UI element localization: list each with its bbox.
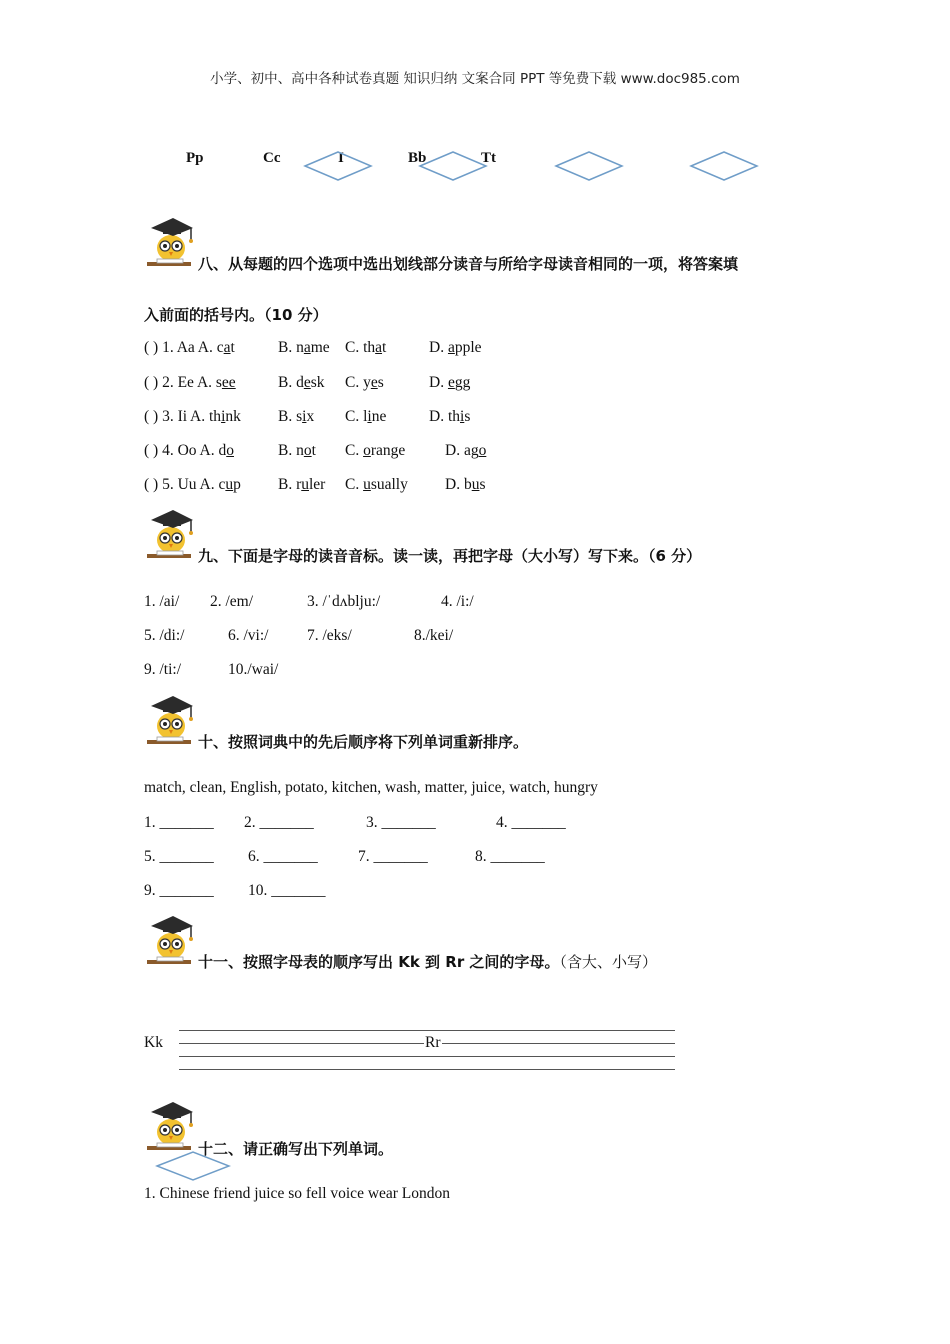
- answer-blank[interactable]: 9. _______: [144, 882, 214, 899]
- owl-mascot-icon: [143, 506, 195, 562]
- answer-blank[interactable]: 8. _______: [475, 848, 545, 865]
- question-row: ( ) 3. Ii A. think: [144, 408, 241, 425]
- option-b[interactable]: B. ruler: [278, 476, 326, 493]
- answer-blank[interactable]: 10. _______: [248, 882, 326, 899]
- answer-blank[interactable]: 5. _______: [144, 848, 214, 865]
- phonetic-item: 9. /ti:/: [144, 661, 182, 678]
- option-d[interactable]: D. bus: [445, 476, 486, 493]
- owl-mascot-icon: [143, 912, 195, 968]
- phonetic-item: 3. /ˈdʌblju:/: [307, 593, 381, 610]
- writing-line[interactable]: [179, 1056, 675, 1057]
- option-b[interactable]: B. not: [278, 442, 316, 459]
- phonetic-item: 8./kei/: [414, 627, 454, 644]
- option-b[interactable]: B. desk: [278, 374, 325, 391]
- option-c[interactable]: C. orange: [345, 442, 406, 459]
- answer-blank[interactable]: 7. _______: [358, 848, 428, 865]
- option-b[interactable]: B. six: [278, 408, 315, 425]
- option-d[interactable]: D. apple: [429, 339, 482, 356]
- phonetic-item: 5. /di:/: [144, 627, 185, 644]
- phonetic-item: 4. /i:/: [441, 593, 474, 610]
- owl-mascot-icon: [143, 214, 195, 270]
- word-list-12: 1. Chinese friend juice so fell voice wear London: [144, 1185, 451, 1202]
- option-c[interactable]: C. yes: [345, 374, 384, 391]
- section-9-title: 九、下面是字母的读音音标。读一读，再把字母（大小写）写下来。（6 分）: [198, 547, 702, 565]
- letter-bb: Bb: [408, 150, 427, 166]
- page-header: 小学、初中、高中各种试卷真题 知识归纳 文案合同 PPT 等免费下载 www.doc985.com: [210, 71, 740, 87]
- answer-blank[interactable]: 4. _______: [496, 814, 566, 831]
- option-c[interactable]: C. that: [345, 339, 387, 356]
- owl-mascot-icon: [143, 1098, 195, 1154]
- section-11-title: 十一、按照字母表的顺序写出 Kk 到 Rr 之间的字母。（含大、小写）: [198, 953, 657, 971]
- phonetic-item: 7. /eks/: [307, 627, 352, 644]
- start-letter: Kk: [144, 1034, 163, 1051]
- writing-line[interactable]: [179, 1030, 675, 1031]
- section-10-title: 十、按照词典中的先后顺序将下列单词重新排序。: [198, 733, 529, 751]
- blank-diamond-5[interactable]: [155, 1150, 231, 1182]
- answer-blank[interactable]: 2. _______: [244, 814, 314, 831]
- blank-diamond-4[interactable]: [689, 150, 759, 182]
- letter-pp: Pp: [186, 150, 204, 166]
- word-list: match, clean, English, potato, kitchen, wash, matter, juice, watch, hungry: [144, 779, 598, 796]
- option-c[interactable]: C. usually: [345, 476, 408, 493]
- letter-tt: Tt: [481, 150, 496, 166]
- end-letter: Rr: [425, 1034, 441, 1051]
- phonetic-item: 2. /em/: [210, 593, 254, 610]
- writing-line[interactable]: [179, 1069, 675, 1070]
- section-8-title-cont: 入前面的括号内。（10 分）: [144, 306, 328, 324]
- blank-diamond-3[interactable]: [554, 150, 624, 182]
- answer-blank[interactable]: 1. _______: [144, 814, 214, 831]
- phonetic-item: 6. /vi:/: [228, 627, 269, 644]
- question-row: ( ) 5. Uu A. cup: [144, 476, 241, 493]
- answer-blank[interactable]: 3. _______: [366, 814, 436, 831]
- blank-diamond-1[interactable]: [303, 150, 373, 182]
- owl-mascot-icon: [143, 692, 195, 748]
- option-c[interactable]: C. line: [345, 408, 387, 425]
- option-b[interactable]: B. name: [278, 339, 330, 356]
- phonetic-item: 10./wai/: [228, 661, 279, 678]
- option-d[interactable]: D. this: [429, 408, 471, 425]
- section-8-title: 八、从每题的四个选项中选出划线部分读音与所给字母读音相同的一项，将答案填: [198, 255, 739, 273]
- answer-blank[interactable]: 6. _______: [248, 848, 318, 865]
- blank-diamond-2[interactable]: [418, 150, 488, 182]
- question-row: ( ) 4. Oo A. do: [144, 442, 234, 459]
- option-d[interactable]: D. ago: [445, 442, 487, 459]
- letter-i: I: [338, 150, 344, 166]
- section-12-title: 十二、请正确写出下列单词。: [198, 1140, 394, 1158]
- option-d[interactable]: D. egg: [429, 374, 471, 391]
- question-row: ( ) 2. Ee A. see: [144, 374, 236, 391]
- phonetic-item: 1. /ai/: [144, 593, 180, 610]
- question-row: ( ) 1. Aa A. cat: [144, 339, 235, 356]
- letter-cc: Cc: [263, 150, 281, 166]
